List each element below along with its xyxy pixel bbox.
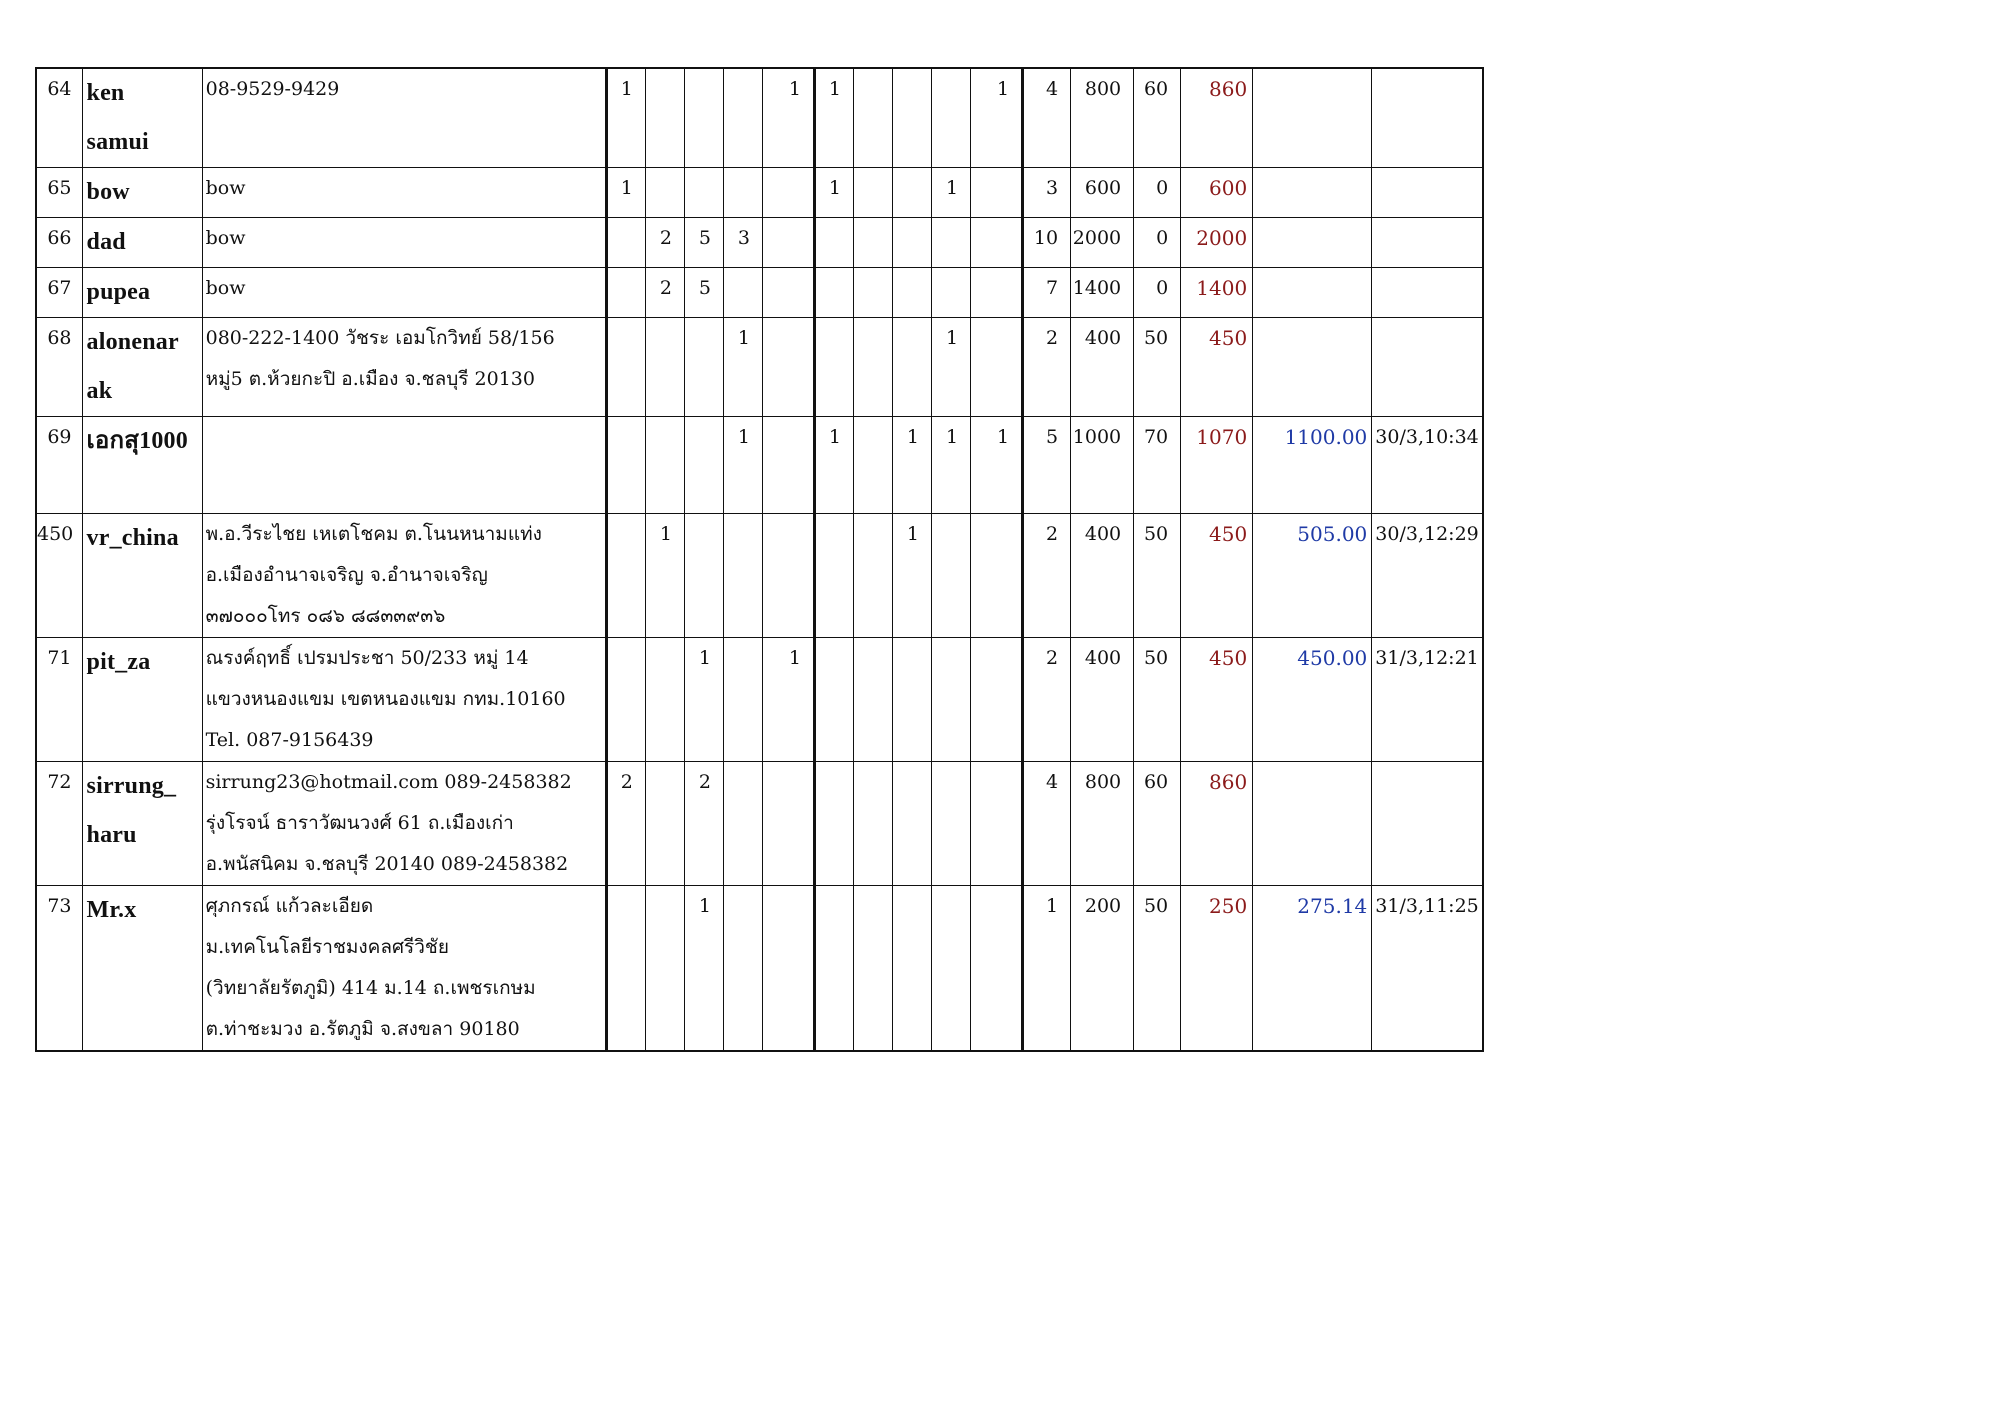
item-qty-cell: 1	[684, 886, 723, 1052]
item-qty-cell	[893, 68, 932, 168]
item-qty-cell	[684, 318, 723, 417]
item-qty-cell	[645, 168, 684, 218]
order-table-body	[36, 68, 1483, 1051]
grand-total: 1400	[1181, 268, 1253, 318]
item-qty-cell	[893, 886, 932, 1052]
grand-total: 250	[1181, 886, 1253, 1052]
item-qty-cell	[971, 268, 1023, 318]
table-row	[36, 218, 1483, 268]
item-qty-cell: 1	[814, 68, 853, 168]
customer-contact: พ.อ.วีระไชย เหเตโชคม ต.โนนหนามแท่ง อ.เมืองอำนาจเจริญ จ.อำนาจเจริญ ๓๗๐๐๐โทร ๐๘๖ ๘๘๓๓๙๓๖	[202, 514, 606, 638]
item-qty-cell	[853, 68, 892, 168]
row-number: 67	[36, 268, 82, 318]
table-row	[36, 417, 1483, 514]
paid-datetime	[1372, 168, 1483, 218]
item-qty-cell: 2	[645, 218, 684, 268]
item-qty-cell	[762, 168, 814, 218]
item-qty-cell	[853, 268, 892, 318]
shipping-fee: 0	[1134, 268, 1181, 318]
item-qty-cell: 2	[606, 762, 645, 886]
paid-amount: 1100.00	[1253, 417, 1372, 514]
item-qty-cell: 2	[645, 268, 684, 318]
item-qty-cell	[723, 68, 762, 168]
item-qty-cell	[762, 218, 814, 268]
item-qty-cell: 1	[814, 168, 853, 218]
item-qty-cell: 1	[762, 68, 814, 168]
row-number: 72	[36, 762, 82, 886]
grand-total: 450	[1181, 514, 1253, 638]
customer-name: pupea	[82, 268, 202, 318]
item-qty-cell	[853, 168, 892, 218]
item-qty-cell	[684, 68, 723, 168]
total-qty: 3	[1023, 168, 1071, 218]
shipping-fee: 50	[1134, 638, 1181, 762]
item-qty-cell	[932, 886, 971, 1052]
total-qty: 1	[1023, 886, 1071, 1052]
shipping-fee: 50	[1134, 514, 1181, 638]
item-qty-cell	[723, 514, 762, 638]
item-qty-cell	[932, 218, 971, 268]
amount: 600	[1071, 168, 1134, 218]
item-qty-cell: 1	[606, 68, 645, 168]
total-qty: 2	[1023, 514, 1071, 638]
total-qty: 10	[1023, 218, 1071, 268]
customer-contact	[202, 417, 606, 514]
item-qty-cell	[893, 638, 932, 762]
customer-name: vr_china	[82, 514, 202, 638]
item-qty-cell: 2	[684, 762, 723, 886]
item-qty-cell	[853, 514, 892, 638]
item-qty-cell	[684, 514, 723, 638]
item-qty-cell	[762, 886, 814, 1052]
item-qty-cell: 1	[893, 417, 932, 514]
paid-amount: 450.00	[1253, 638, 1372, 762]
item-qty-cell	[645, 762, 684, 886]
total-qty: 2	[1023, 318, 1071, 417]
order-table	[35, 67, 1484, 1052]
item-qty-cell	[893, 268, 932, 318]
amount: 800	[1071, 68, 1134, 168]
customer-contact: bow	[202, 268, 606, 318]
shipping-fee: 70	[1134, 417, 1181, 514]
paid-datetime: 31/3,11:25	[1372, 886, 1483, 1052]
item-qty-cell	[853, 762, 892, 886]
paid-amount	[1253, 318, 1372, 417]
item-qty-cell: 1	[971, 417, 1023, 514]
paid-datetime	[1372, 318, 1483, 417]
amount: 800	[1071, 762, 1134, 886]
item-qty-cell	[606, 218, 645, 268]
paid-amount: 505.00	[1253, 514, 1372, 638]
item-qty-cell	[853, 638, 892, 762]
item-qty-cell	[723, 886, 762, 1052]
amount: 1400	[1071, 268, 1134, 318]
grand-total: 860	[1181, 68, 1253, 168]
item-qty-cell: 5	[684, 218, 723, 268]
item-qty-cell	[606, 638, 645, 762]
item-qty-cell	[723, 762, 762, 886]
item-qty-cell: 3	[723, 218, 762, 268]
item-qty-cell	[971, 638, 1023, 762]
grand-total: 450	[1181, 318, 1253, 417]
total-qty: 5	[1023, 417, 1071, 514]
amount: 400	[1071, 514, 1134, 638]
total-qty: 7	[1023, 268, 1071, 318]
item-qty-cell	[893, 318, 932, 417]
shipping-fee: 60	[1134, 68, 1181, 168]
item-qty-cell	[814, 762, 853, 886]
customer-name: ken samui	[82, 68, 202, 168]
item-qty-cell	[853, 318, 892, 417]
item-qty-cell	[606, 318, 645, 417]
item-qty-cell	[893, 218, 932, 268]
item-qty-cell	[606, 417, 645, 514]
paid-amount	[1253, 168, 1372, 218]
paid-amount: 275.14	[1253, 886, 1372, 1052]
row-number: 64	[36, 68, 82, 168]
item-qty-cell	[932, 68, 971, 168]
customer-name: เอกสุ1000	[82, 417, 202, 514]
customer-contact: bow	[202, 168, 606, 218]
table-row	[36, 638, 1483, 762]
customer-contact: ณรงค์ฤทธิ์ เปรมประชา 50/233 หมู่ 14 แขวงหนองแขม เขตหนองแขม กทม.10160 Tel. 087-9156439	[202, 638, 606, 762]
total-qty: 4	[1023, 762, 1071, 886]
amount: 200	[1071, 886, 1134, 1052]
item-qty-cell	[762, 514, 814, 638]
shipping-fee: 50	[1134, 318, 1181, 417]
item-qty-cell: 1	[645, 514, 684, 638]
item-qty-cell	[606, 514, 645, 638]
amount: 1000	[1071, 417, 1134, 514]
item-qty-cell	[762, 762, 814, 886]
shipping-fee: 0	[1134, 218, 1181, 268]
paid-datetime	[1372, 762, 1483, 886]
customer-contact: 08-9529-9429	[202, 68, 606, 168]
item-qty-cell	[971, 168, 1023, 218]
item-qty-cell	[853, 218, 892, 268]
grand-total: 2000	[1181, 218, 1253, 268]
item-qty-cell	[723, 268, 762, 318]
paid-amount	[1253, 762, 1372, 886]
item-qty-cell	[853, 886, 892, 1052]
item-qty-cell: 1	[606, 168, 645, 218]
customer-contact: sirrung23@hotmail.com 089-2458382 รุ่งโรจน์ ธาราวัฒนวงศ์ 61 ถ.เมืองเก่า อ.พนัสนิคม จ.ชลบุรี 20140 089-2458382	[202, 762, 606, 886]
shipping-fee: 0	[1134, 168, 1181, 218]
shipping-fee: 60	[1134, 762, 1181, 886]
item-qty-cell	[684, 417, 723, 514]
item-qty-cell	[684, 168, 723, 218]
item-qty-cell: 1	[971, 68, 1023, 168]
item-qty-cell: 1	[723, 417, 762, 514]
item-qty-cell	[723, 168, 762, 218]
customer-contact: 080-222-1400 วัชระ เอมโกวิทย์ 58/156 หมู่5 ต.ห้วยกะปิ อ.เมือง จ.ชลบุรี 20130	[202, 318, 606, 417]
item-qty-cell	[645, 417, 684, 514]
item-qty-cell	[971, 318, 1023, 417]
item-qty-cell	[723, 638, 762, 762]
grand-total: 450	[1181, 638, 1253, 762]
paid-datetime	[1372, 268, 1483, 318]
row-number: 71	[36, 638, 82, 762]
item-qty-cell	[814, 268, 853, 318]
item-qty-cell	[762, 318, 814, 417]
paid-datetime	[1372, 218, 1483, 268]
item-qty-cell	[893, 762, 932, 886]
customer-name: alonenar ak	[82, 318, 202, 417]
customer-contact: bow	[202, 218, 606, 268]
item-qty-cell	[971, 762, 1023, 886]
customer-name: pit_za	[82, 638, 202, 762]
item-qty-cell	[814, 886, 853, 1052]
customer-name: bow	[82, 168, 202, 218]
table-row	[36, 268, 1483, 318]
table-row	[36, 68, 1483, 168]
paid-amount	[1253, 218, 1372, 268]
paid-datetime	[1372, 68, 1483, 168]
item-qty-cell: 1	[723, 318, 762, 417]
customer-name: dad	[82, 218, 202, 268]
item-qty-cell: 5	[684, 268, 723, 318]
grand-total: 860	[1181, 762, 1253, 886]
item-qty-cell: 1	[932, 168, 971, 218]
paid-datetime: 30/3,12:29	[1372, 514, 1483, 638]
item-qty-cell	[893, 168, 932, 218]
table-row	[36, 886, 1483, 1052]
item-qty-cell	[814, 318, 853, 417]
item-qty-cell	[645, 638, 684, 762]
item-qty-cell: 1	[814, 417, 853, 514]
item-qty-cell	[645, 68, 684, 168]
item-qty-cell	[645, 318, 684, 417]
total-qty: 4	[1023, 68, 1071, 168]
grand-total: 1070	[1181, 417, 1253, 514]
item-qty-cell	[971, 886, 1023, 1052]
paid-amount	[1253, 68, 1372, 168]
amount: 2000	[1071, 218, 1134, 268]
total-qty: 2	[1023, 638, 1071, 762]
amount: 400	[1071, 318, 1134, 417]
item-qty-cell	[762, 268, 814, 318]
item-qty-cell: 1	[932, 417, 971, 514]
item-qty-cell	[932, 514, 971, 638]
item-qty-cell: 1	[762, 638, 814, 762]
item-qty-cell	[932, 762, 971, 886]
amount: 400	[1071, 638, 1134, 762]
row-number: 68	[36, 318, 82, 417]
item-qty-cell: 1	[893, 514, 932, 638]
item-qty-cell	[762, 417, 814, 514]
item-qty-cell	[606, 886, 645, 1052]
item-qty-cell	[814, 638, 853, 762]
shipping-fee: 50	[1134, 886, 1181, 1052]
table-row	[36, 318, 1483, 417]
item-qty-cell	[971, 218, 1023, 268]
item-qty-cell	[932, 638, 971, 762]
item-qty-cell	[645, 886, 684, 1052]
table-row	[36, 514, 1483, 638]
row-number: 69	[36, 417, 82, 514]
table-row	[36, 168, 1483, 218]
item-qty-cell: 1	[684, 638, 723, 762]
item-qty-cell	[814, 514, 853, 638]
row-number: 66	[36, 218, 82, 268]
item-qty-cell	[814, 218, 853, 268]
item-qty-cell	[853, 417, 892, 514]
paid-datetime: 30/3,10:34	[1372, 417, 1483, 514]
item-qty-cell: 1	[932, 318, 971, 417]
item-qty-cell	[606, 268, 645, 318]
customer-name: Mr.x	[82, 886, 202, 1052]
customer-contact: ศุภกรณ์ แก้วละเอียด ม.เทคโนโลยีราชมงคลศรีวิชัย (วิทยาลัยรัตภูมิ) 414 ม.14 ถ.เพชรเกษม ต.ท่าชะมวง อ.รัตภูมิ จ.สงขลา 90180	[202, 886, 606, 1052]
row-number: 73	[36, 886, 82, 1052]
item-qty-cell	[932, 268, 971, 318]
table-row	[36, 762, 1483, 886]
item-qty-cell	[971, 514, 1023, 638]
paid-amount	[1253, 268, 1372, 318]
row-number: 450	[36, 514, 82, 638]
grand-total: 600	[1181, 168, 1253, 218]
customer-name: sirrung_ haru	[82, 762, 202, 886]
row-number: 65	[36, 168, 82, 218]
paid-datetime: 31/3,12:21	[1372, 638, 1483, 762]
